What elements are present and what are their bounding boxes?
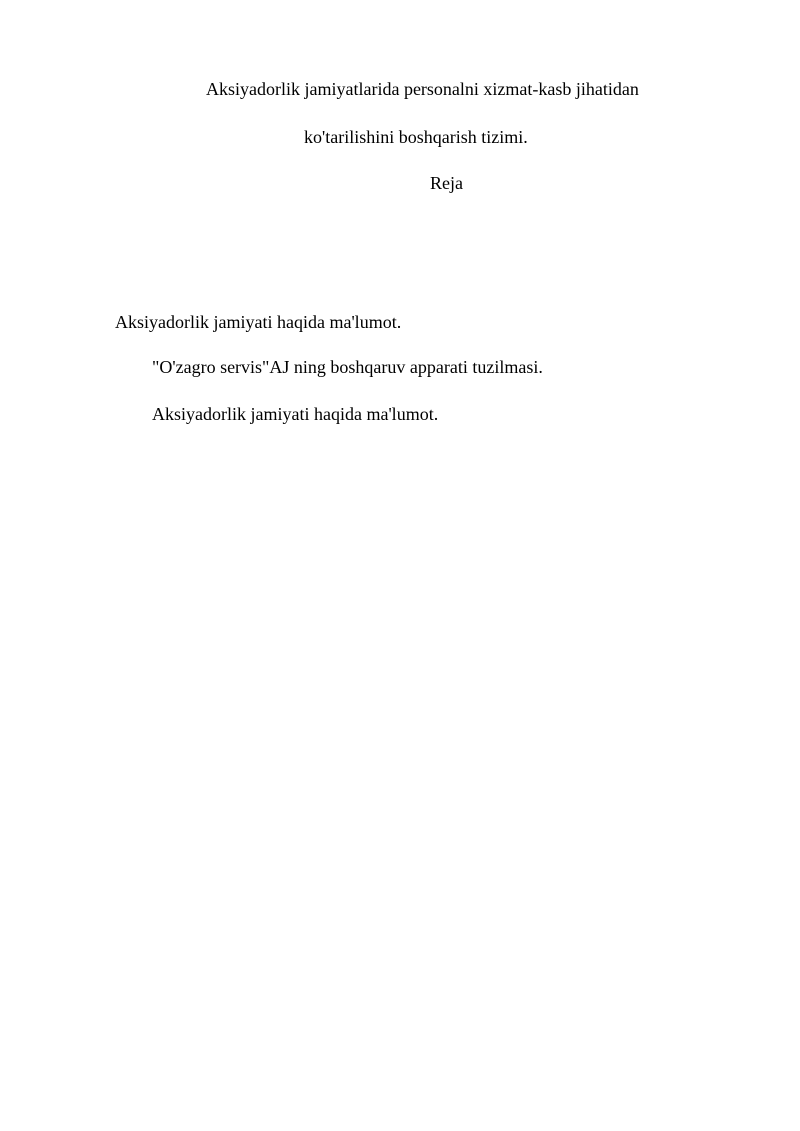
plan-item: Aksiyadorlik jamiyati haqida ma'lumot. [115,312,402,332]
document-title-line-1: Aksiyadorlik jamiyatlarida personalni xizmat-kasb jihatidan [206,79,639,99]
plan-item: "O'zagro servis"AJ ning boshqaruv apparati tuzilmasi. [152,357,543,377]
plan-item: Aksiyadorlik jamiyati haqida ma'lumot. [152,404,439,424]
document-title-line-2: ko'tarilishini boshqarish tizimi. [304,127,528,147]
plan-heading: Reja [430,173,463,193]
